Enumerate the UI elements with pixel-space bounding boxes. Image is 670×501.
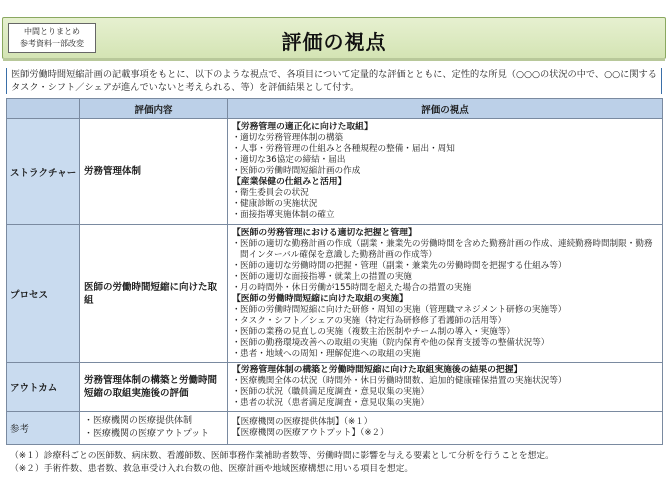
- list-item: ・ 医師の適切な勤務計画の作成（副業・兼業先の労働時間を含めた勤務計画の作成、連続勤務時間制限・勤務間インターバル確保を意識した勤務計画の作成等）: [232, 239, 658, 261]
- header-blank: [7, 99, 80, 119]
- table-row-reference: [7, 412, 663, 445]
- list-item: ・ 医師の労働時間短縮計画の作成: [232, 166, 658, 177]
- table-header-row: [7, 99, 663, 119]
- row-points: [228, 363, 663, 412]
- row-label: プロセス: [7, 225, 80, 363]
- list-item: ・ 医療機関全体の状況（時間外・休日労働時間数、追加的健康確保措置の実施状況等）: [232, 376, 658, 387]
- intro-text: 医師労働時間短縮計画の記載事項をもとに、以下のような視点で、各項目について定量的な評価とともに、定性的な所見（○○○の状況の中で、○○に関するタスク・シフト／シェアが進んでいないと考えられる、等）を評価結果として付す。: [6, 68, 662, 94]
- reference-content-line: ・医療機関の医療アウトプット: [84, 429, 210, 439]
- header-evaluation-points: 評価の視点: [228, 99, 663, 119]
- list-item: ・ 人事・労務管理の仕組みと各種規程の整備・届出・周知: [232, 144, 658, 155]
- header-evaluation-content: 評価内容: [80, 99, 228, 119]
- row-label: アウトカム: [7, 363, 80, 412]
- row-content: 労務管理体制の構築と労働時間短縮の取組実施後の評価: [80, 363, 228, 412]
- footnote: （※２）手術件数、患者数、救急車受け入れ台数の他、医療計画や地域医療構想に用いる項目を想定。: [10, 464, 414, 474]
- list-item: ・ 医師の適切な労働時間の把握・管理（副業・兼業先の労働時間を把握する仕組み等）: [232, 261, 658, 272]
- table-row-structure: [7, 119, 663, 225]
- badge-line-2: 参考資料一部改変: [20, 39, 84, 48]
- list-item: ・ 医師の状況（職員満足度調査・意見収集の実施）: [232, 387, 658, 398]
- list-item: ・ 患者・地域への周知・理解促進への取組の実施: [232, 349, 658, 360]
- list-item: ・ 衛生委員会の状況: [232, 188, 658, 199]
- list-item: ・ 患者の状況（患者満足度調査・意見収集の実施）: [232, 398, 658, 409]
- list-item: ・ 適切な36協定の締結・届出: [232, 155, 658, 166]
- title-bar-shadow: [3, 58, 665, 61]
- document-badge: [8, 23, 96, 53]
- list-item: ・ 医師の業務の見直しの実施（複数主治医制やチーム制の導入・実施等）: [232, 327, 658, 338]
- page-title: 評価の視点: [281, 30, 387, 54]
- row-points: [228, 119, 663, 225]
- list-item: ・ タスク・シフト／シェアの実施（特定行為研修修了看護師の活用等）: [232, 316, 658, 327]
- group-title: 【産業保健の仕組みと活用】: [232, 177, 347, 187]
- list-item: ・ 面接指導実施体制の確立: [232, 210, 658, 221]
- evaluation-table: [6, 98, 663, 445]
- list-item: ・ 適切な労務管理体制の構築: [232, 133, 658, 144]
- row-content: 医師の労働時間短縮に向けた取組: [80, 225, 228, 363]
- reference-point-line: 【医療機関の医療アウトプット】（※２）: [232, 428, 389, 438]
- title-bar: [2, 17, 666, 59]
- reference-content-line: ・医療機関の医療提供体制: [84, 416, 193, 426]
- table-row-outcome: [7, 363, 663, 412]
- group-title: 【医師の労働時間短縮に向けた取組の実施】: [232, 293, 408, 304]
- list-item: ・ 健康診断の実施状況: [232, 199, 658, 210]
- row-label: 参考: [7, 412, 80, 445]
- group-title: 【医師の労務管理における適切な把握と管理】: [232, 227, 417, 238]
- group-title: 【労務管理体制の構築と労働時間短縮に向けた取組実施後の結果の把握】: [232, 365, 523, 375]
- group-title: 【労務管理の適正化に向けた取組】: [232, 122, 373, 132]
- row-points: [228, 412, 663, 445]
- list-item: ・ 医師の勤務環境改善への取組の実施（院内保育や他の保育支援等の整備状況等）: [232, 338, 658, 349]
- list-item: ・ 月の時間外・休日労働が155時間を超えた場合の措置の実施: [232, 283, 658, 294]
- badge-line-1: 中間とりまとめ: [24, 27, 80, 36]
- row-points: [228, 225, 663, 363]
- footnotes: [10, 450, 660, 476]
- list-item: ・ 医師の適切な面接指導・就業上の措置の実施: [232, 272, 658, 283]
- list-item: ・ 医師の労働時間短縮に向けた研修・周知の実施（管理職マネジメント研修の実施等）: [232, 305, 658, 316]
- row-content: [80, 412, 228, 445]
- row-content: 労務管理体制: [80, 119, 228, 225]
- row-label: ストラクチャー: [7, 119, 80, 225]
- footnote: （※１）診療科ごとの医師数、病床数、看護師数、医師事務作業補助者数等、労働時間に影響を与える要素として分析を行うことを想定。: [10, 451, 554, 461]
- reference-point-line: 【医療機関の医療提供体制】（※１）: [232, 417, 373, 427]
- table-row-process: [7, 225, 663, 363]
